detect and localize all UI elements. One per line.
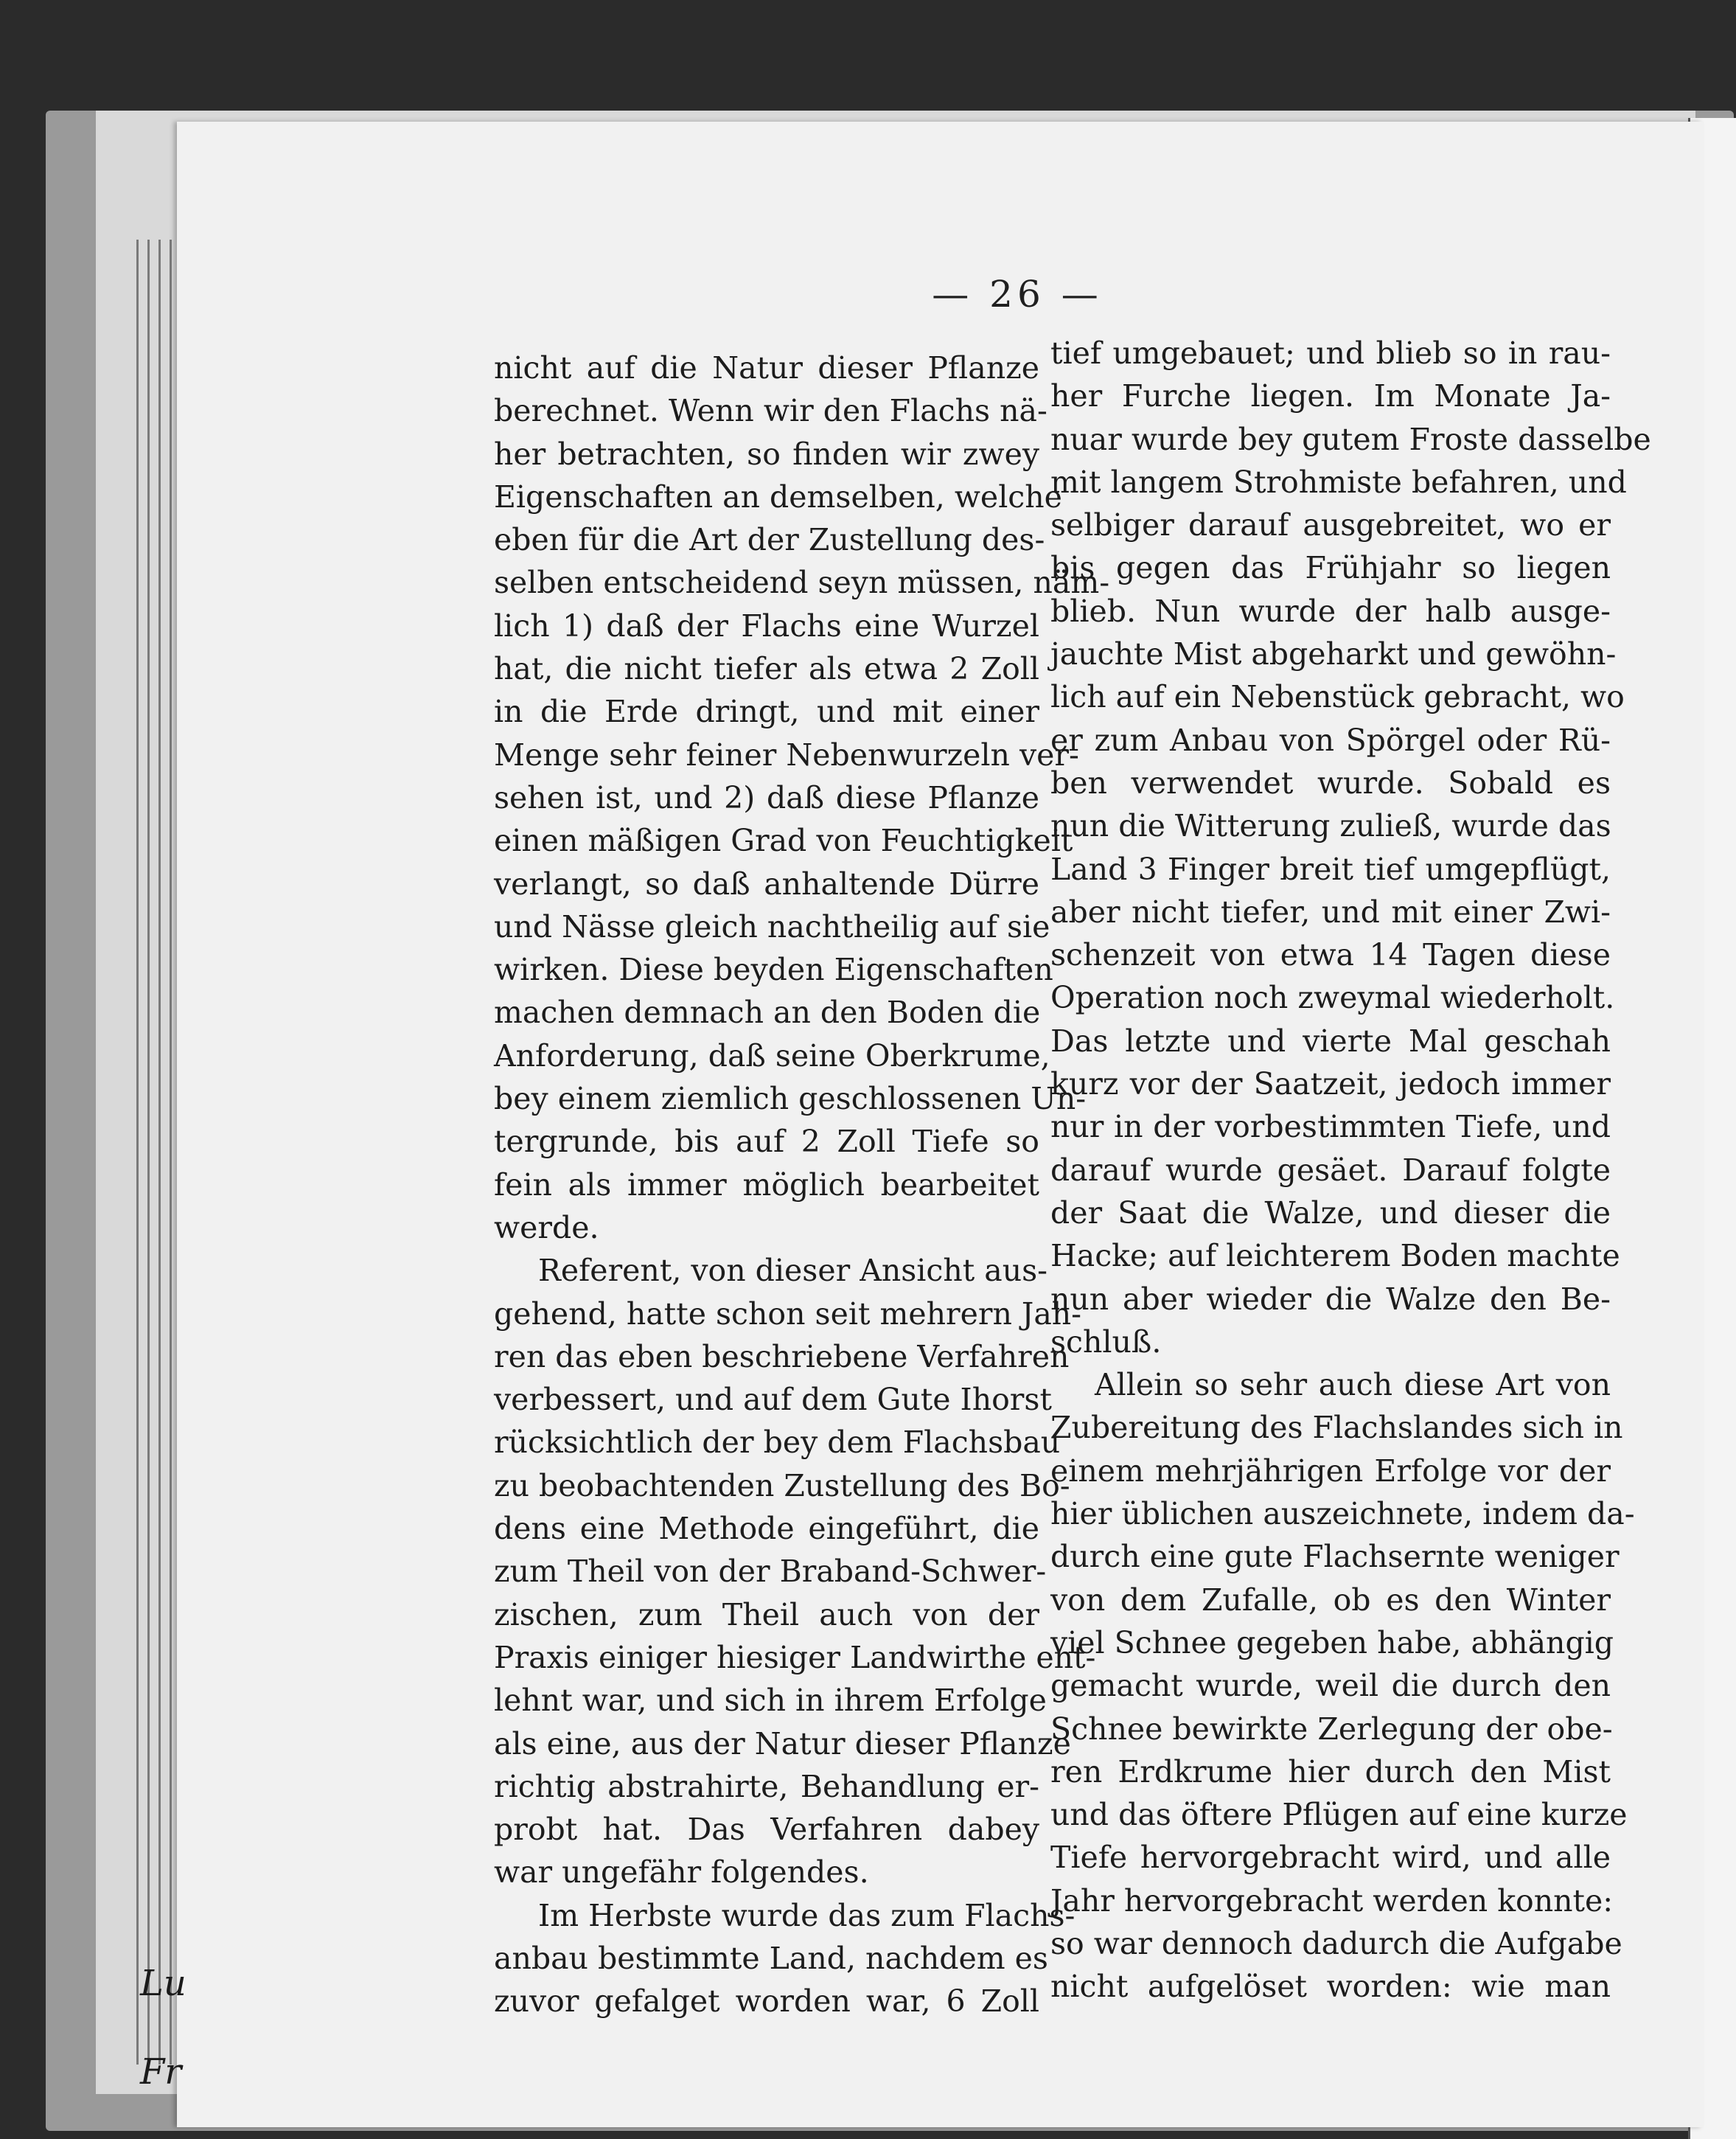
- text-line: und Nässe gleich nachtheilig auf sie: [494, 908, 1050, 945]
- text-line: Im Herbste wurde das zum Flachs-: [538, 1897, 1076, 1933]
- text-line: nur in der vorbestimmten Tiefe, und: [1050, 1109, 1611, 1145]
- text-line: lehnt war, und sich in ihrem Erfolge: [494, 1683, 1047, 1719]
- text-line: nicht auf die Natur dieser Pflanze: [494, 350, 1039, 386]
- margin-note: Lu: [140, 1963, 187, 2004]
- text-line: aber nicht tiefer, und mit einer Zwi-: [1050, 894, 1611, 930]
- page-edge-line: [147, 240, 150, 2065]
- text-line: durch eine gute Flachsernte weniger: [1050, 1539, 1620, 1575]
- margin-notes: [140, 1939, 187, 2116]
- text-line: lich auf ein Nebenstück gebracht, wo: [1050, 679, 1625, 715]
- page-number: — 26 —: [932, 273, 1103, 316]
- text-line: kurz vor der Saatzeit, jedoch immer: [1050, 1066, 1611, 1102]
- text-line: als eine, aus der Natur dieser Pflanze: [494, 1725, 1071, 1761]
- text-line: Praxis einiger hiesiger Landwirthe ent-: [494, 1639, 1096, 1675]
- text-line: der Saat die Walze, und dieser die: [1050, 1194, 1611, 1231]
- text-line: lich 1) daß der Flachs eine Wurzel: [494, 608, 1039, 644]
- text-line: in die Erde dringt, und mit einer: [494, 694, 1039, 730]
- text-line: von dem Zufalle, ob es den Winter: [1050, 1582, 1611, 1618]
- text-line: einem mehrjährigen Erfolge vor der: [1050, 1453, 1611, 1489]
- text-line: er zum Anbau von Spörgel oder Rü-: [1050, 722, 1611, 758]
- text-line: Referent, von dieser Ansicht aus-: [538, 1253, 1048, 1289]
- text-line: eben für die Art der Zustellung des-: [494, 522, 1045, 558]
- text-line: ren Erdkrume hier durch den Mist: [1050, 1753, 1611, 1790]
- text-line: tergrunde, bis auf 2 Zoll Tiefe so: [494, 1124, 1039, 1160]
- text-line: rücksichtlich der bey dem Flachsbau: [494, 1425, 1061, 1461]
- text-line: Menge sehr feiner Nebenwurzeln ver-: [494, 737, 1079, 773]
- text-line: Land 3 Finger breit tief umgepflügt,: [1050, 851, 1611, 887]
- text-line: jauchte Mist abgeharkt und gewöhn-: [1050, 636, 1617, 672]
- page-edge-line: [170, 240, 172, 2065]
- text-line: Schnee bewirkte Zerlegung der obe-: [1050, 1711, 1613, 1747]
- text-line: hat, die nicht tiefer als etwa 2 Zoll: [494, 651, 1039, 687]
- text-line: blieb. Nun wurde der halb ausge-: [1050, 593, 1611, 629]
- text-line: Eigenschaften an demselben, welche: [494, 479, 1062, 515]
- text-line: hier üblichen auszeichnete, indem da-: [1050, 1496, 1635, 1532]
- text-line: und das öftere Pflügen auf eine kurze: [1050, 1797, 1628, 1833]
- text-line: zum Theil von der Braband-Schwer-: [494, 1554, 1047, 1590]
- text-line: selben entscheidend seyn müssen, näm-: [494, 565, 1110, 601]
- text-line: machen demnach an den Boden die: [494, 995, 1041, 1031]
- text-line: Allein so sehr auch diese Art von: [1095, 1367, 1611, 1403]
- text-line: so war dennoch dadurch die Aufgabe: [1050, 1925, 1622, 1961]
- text-line: wirken. Diese beyden Eigenschaften: [494, 952, 1053, 988]
- text-line: gemacht wurde, weil die durch den: [1050, 1668, 1611, 1704]
- right-text-column: [1050, 332, 1651, 2008]
- text-line: anbau bestimmte Land, nachdem es: [494, 1940, 1048, 1976]
- text-line: war ungefähr folgendes.: [494, 1854, 869, 1891]
- text-line: Tiefe hervorgebracht wird, und alle: [1050, 1840, 1611, 1876]
- text-line: zu beobachtenden Zustellung des Bo-: [494, 1467, 1070, 1503]
- text-line: mit langem Strohmiste befahren, und: [1050, 464, 1627, 500]
- text-line: nicht aufgelöset worden: wie man: [1050, 1969, 1611, 2005]
- text-line: gehend, hatte schon seit mehrern Jah-: [494, 1295, 1082, 1332]
- text-line: zuvor gefalget worden war, 6 Zoll: [494, 1983, 1039, 2020]
- text-line: richtig abstrahirte, Behandlung er-: [494, 1768, 1039, 1804]
- text-line: bey einem ziemlich geschlossenen Un-: [494, 1081, 1087, 1117]
- text-line: viel Schnee gegeben habe, abhängig: [1050, 1624, 1614, 1660]
- text-line: zischen, zum Theil auch von der: [494, 1596, 1039, 1632]
- text-line: schenzeit von etwa 14 Tagen diese: [1050, 937, 1611, 973]
- text-line: dens eine Methode eingeführt, die: [494, 1511, 1039, 1547]
- text-line: ren das eben beschriebene Verfahren: [494, 1338, 1070, 1374]
- text-line: darauf wurde gesäet. Darauf folgte: [1050, 1152, 1611, 1188]
- text-line: werde.: [494, 1209, 599, 1245]
- text-line: nuar wurde bey gutem Froste dasselbe: [1050, 421, 1651, 457]
- text-line: tief umgebauet; und blieb so in rau-: [1050, 335, 1611, 371]
- text-line: schluß.: [1050, 1324, 1162, 1360]
- text-line: nun aber wieder die Walze den Be-: [1050, 1281, 1611, 1317]
- text-line: sehen ist, und 2) daß diese Pflanze: [494, 779, 1039, 815]
- text-line: Operation noch zweymal wiederholt.: [1050, 980, 1615, 1016]
- text-line: ben verwendet wurde. Sobald es: [1050, 765, 1611, 801]
- text-line: Zubereitung des Flachslandes sich in: [1050, 1410, 1623, 1446]
- page-edge-line: [158, 240, 161, 2065]
- text-line: Jahr hervorgebracht werden konnte:: [1050, 1882, 1614, 1919]
- text-line: her betrachten, so finden wir zwey: [494, 436, 1039, 472]
- text-line: verlangt, so daß anhaltende Dürre: [494, 866, 1039, 902]
- text-line: einen mäßigen Grad von Feuchtigkeit: [494, 823, 1073, 859]
- text-line: bis gegen das Frühjahr so liegen: [1050, 550, 1611, 586]
- text-line: her Furche liegen. Im Monate Ja-: [1050, 378, 1611, 414]
- text-line: Das letzte und vierte Mal geschah: [1050, 1023, 1611, 1059]
- text-line: Hacke; auf leichterem Boden machte: [1050, 1238, 1620, 1274]
- text-line: probt hat. Das Verfahren dabey: [494, 1812, 1039, 1848]
- text-line: nun die Witterung zuließ, wurde das: [1050, 808, 1611, 844]
- page-edge-line: [136, 240, 139, 2065]
- margin-note: Fr: [140, 2051, 182, 2093]
- text-line: fein als immer möglich bearbeitet: [494, 1166, 1039, 1203]
- text-line: Anforderung, daß seine Oberkrume,: [494, 1037, 1050, 1074]
- text-line: verbessert, und auf dem Gute Ihorst: [494, 1382, 1052, 1418]
- text-line: selbiger darauf ausgebreitet, wo er: [1050, 507, 1611, 543]
- text-line: berechnet. Wenn wir den Flachs nä-: [494, 393, 1047, 429]
